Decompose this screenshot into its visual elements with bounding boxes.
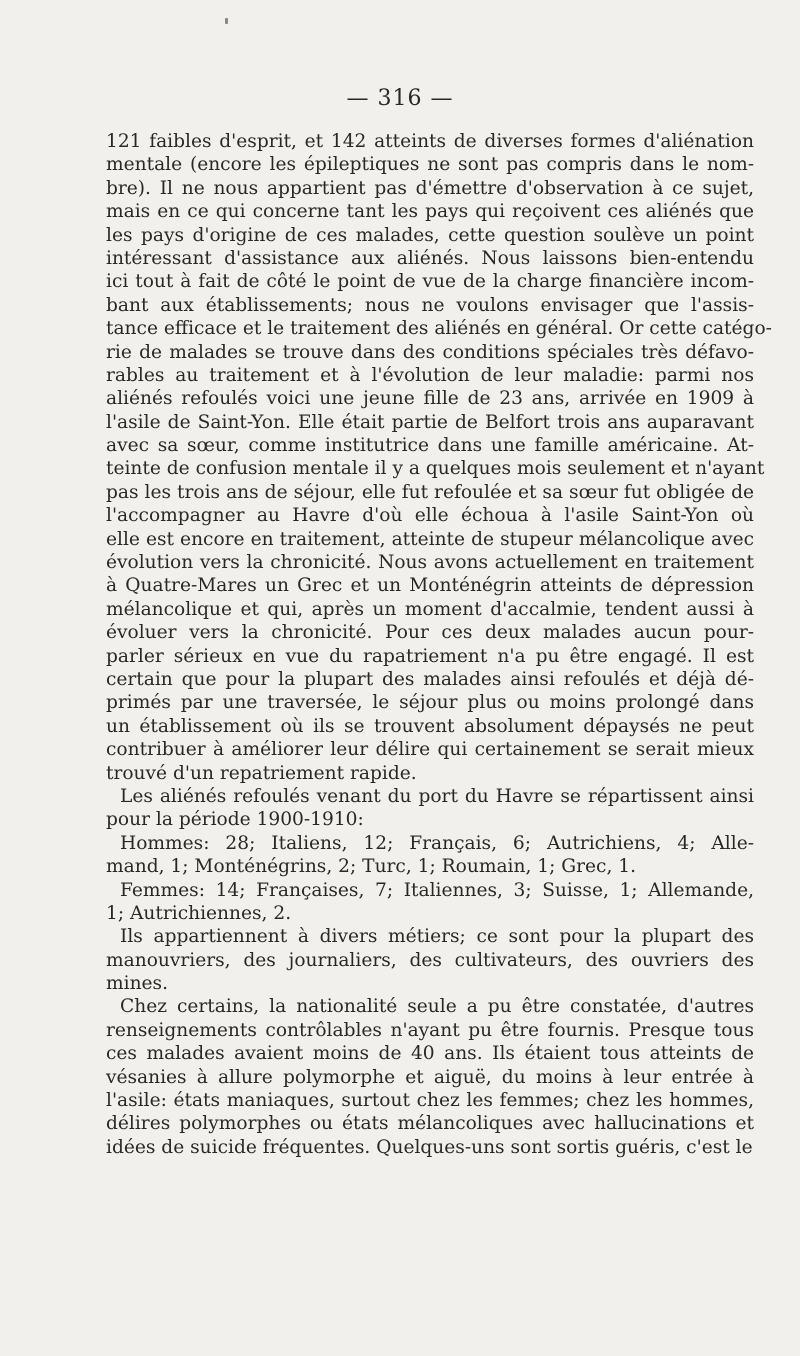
text-line: pas les trois ans de séjour, elle fut refoulée et sa sœur fut obligée de — [106, 481, 754, 503]
text-line: rie de malades se trouve dans des conditions spéciales très défavo- — [106, 341, 754, 363]
text-line: Hommes: 28; Italiens, 12; Français, 6; Autrichiens, 4; Alle- — [120, 832, 754, 854]
paragraph — [106, 925, 754, 995]
text-line: mines. — [106, 973, 169, 995]
paragraph — [106, 879, 754, 926]
paragraph — [106, 995, 754, 1159]
text-line: pour la période 1900-1910: — [106, 809, 364, 831]
body-text — [106, 130, 772, 1159]
text-line: délires polymorphes ou états mélancoliques avec hallucinations et — [106, 1113, 754, 1135]
text-line: idées de suicide fréquentes. Quelques-uns sont sortis guéris, c'est le — [106, 1136, 753, 1158]
text-line: l'accompagner au Havre d'où elle échoua à l'asile Saint-Yon où — [106, 505, 754, 527]
text-line: primés par une traversée, le séjour plus ou moins prolongé dans — [106, 692, 754, 714]
text-line: 1; Autrichiennes, 2. — [106, 902, 292, 924]
text-line: mais en ce qui concerne tant les pays qui reçoivent ces aliénés que — [106, 201, 754, 223]
text-line: Femmes: 14; Françaises, 7; Italiennes, 3; Suisse, 1; Allemande, — [120, 879, 754, 901]
text-line: bant aux établissements; nous ne voulons envisager que l'assis- — [106, 294, 754, 316]
paragraph — [106, 832, 754, 879]
text-line: aliénés refoulés voici une jeune fille de 23 ans, arrivée en 1909 à — [106, 388, 754, 410]
text-line: contribuer à améliorer leur délire qui certainement se serait mieux — [106, 739, 754, 761]
text-line: ces malades avaient moins de 40 ans. Ils étaient tous atteints de — [106, 1043, 754, 1065]
text-line: l'asile de Saint-Yon. Elle était partie de Belfort trois ans auparavant — [106, 411, 754, 433]
text-line: avec sa sœur, comme institutrice dans une famille américaine. At- — [106, 435, 754, 457]
text-line: teinte de confusion mentale il y a quelques mois seulement et n'ayant — [106, 458, 765, 480]
page-number: — 316 — — [346, 86, 454, 111]
text-line: vésanies à allure polymorphe et aiguë, du moins à leur entrée à — [106, 1066, 754, 1088]
text-line: mentale (encore les épileptiques ne sont pas compris dans le nom- — [106, 154, 754, 176]
text-line: elle est encore en traitement, atteinte de stupeur mélancolique avec — [106, 528, 754, 550]
text-line: évoluer vers la chronicité. Pour ces deux malades aucun pour- — [106, 622, 754, 644]
text-line: certain que pour la plupart des malades ainsi refoulés et déjà dé- — [106, 668, 754, 690]
text-line: mand, 1; Monténégrins, 2; Turc, 1; Roumain, 1; Grec, 1. — [106, 856, 637, 878]
paragraph — [106, 785, 754, 832]
text-line: un établissement où ils se trouvent absolument dépaysés ne peut — [106, 715, 754, 737]
text-line: les pays d'origine de ces malades, cette question soulève un point — [106, 224, 754, 246]
text-line: renseignements contrôlables n'ayant pu être fournis. Presque tous — [106, 1019, 754, 1041]
text-line: l'asile: états maniaques, surtout chez les femmes; chez les hommes, — [106, 1090, 754, 1112]
text-line: Chez certains, la nationalité seule a pu être constatée, d'autres — [120, 996, 754, 1018]
scan-speck — [225, 18, 228, 24]
text-line: à Quatre-Mares un Grec et un Monténégrin atteints de dépression — [106, 575, 754, 597]
text-line: manouvriers, des journaliers, des cultivateurs, des ouvriers des — [106, 949, 754, 971]
text-line: Ils appartiennent à divers métiers; ce sont pour la plupart des — [120, 926, 754, 948]
text-line: bre). Il ne nous appartient pas d'émettre d'observation à ce sujet, — [106, 177, 754, 199]
text-line: trouvé d'un repatriement rapide. — [106, 762, 417, 784]
text-line: parler sérieux en vue du rapatriement n'a pu être engagé. Il est — [106, 645, 754, 667]
text-line: mélancolique et qui, après un moment d'accalmie, tendent aussi à — [106, 598, 754, 620]
paragraph — [106, 130, 772, 785]
text-line: évolution vers la chronicité. Nous avons actuellement en traitement — [106, 552, 754, 574]
text-line: rables au traitement et à l'évolution de leur maladie: parmi nos — [106, 364, 754, 386]
text-line: intéressant d'assistance aux aliénés. Nous laissons bien-entendu — [106, 247, 754, 269]
text-line: Les aliénés refoulés venant du port du Havre se répartissent ainsi — [120, 785, 754, 807]
text-line: tance efficace et le traitement des aliénés en général. Or cette catégo- — [106, 318, 772, 340]
text-line: ici tout à fait de côté le point de vue de la charge financière incom- — [106, 271, 754, 293]
text-line: 121 faibles d'esprit, et 142 atteints de diverses formes d'aliénation — [106, 131, 754, 152]
